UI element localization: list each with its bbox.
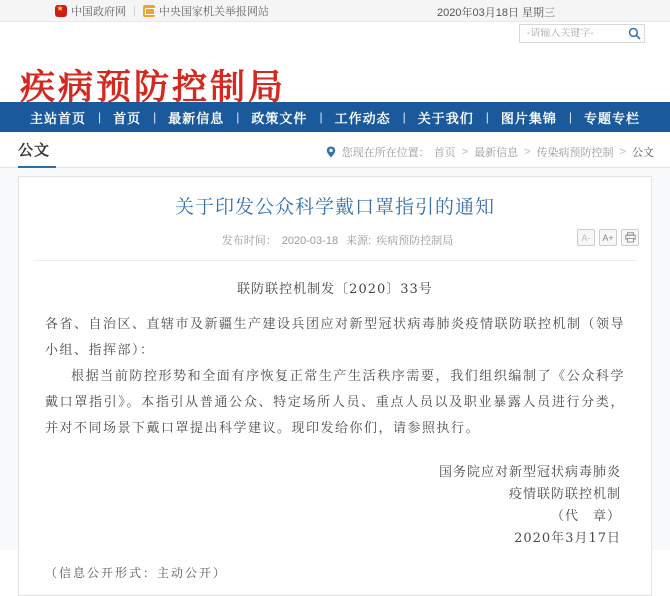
section-title: 公文	[18, 139, 56, 168]
breadcrumb-item-latest-news[interactable]: 最新信息	[474, 147, 519, 159]
font-increase-button[interactable]: A+	[599, 229, 617, 246]
site-banner	[0, 22, 670, 107]
print-button[interactable]	[621, 229, 639, 246]
nav-separator: |	[236, 110, 240, 124]
top-utility-bar	[0, 0, 670, 22]
document-number: 联防联控机制发〔2020〕33号	[237, 282, 433, 297]
nav-separator: |	[153, 110, 157, 124]
nav-item-work-updates[interactable]: 工作动态	[334, 110, 391, 126]
content-area	[0, 168, 670, 580]
site-title: 疾病预防控制局	[20, 68, 287, 107]
breadcrumb	[326, 144, 654, 167]
current-date: 2020年03月18日 星期三	[437, 7, 555, 19]
nav-separator: |	[568, 110, 572, 124]
search-box	[519, 24, 645, 43]
breadcrumb-label: 您现在所在位置：	[341, 147, 430, 159]
report-site-link[interactable]: 中央国家机关举报网站	[158, 5, 269, 18]
paragraph-addressee: 各省、自治区、直辖市及新疆生产建设兵团应对新型冠状病毒肺炎疫情联防联控机制（领导小组、指挥部）：	[45, 317, 626, 358]
nav-item-policy-documents[interactable]: 政策文件	[251, 110, 308, 126]
publicity-note: （信息公开形式：主动公开）	[45, 566, 228, 580]
paragraph-body: 根据当前防控形势和全面有序恢复正常生产生活秩序需要，我们组织编制了《公众科学戴口罩指引》。本指引从普通公众、特定场所人员、重点人员以及职业暴露人员进行分类，并对不同场景下戴口罩提出科学建议。现印发给你们，请参照执行。	[45, 369, 625, 436]
breadcrumb-item-current: 公文	[632, 147, 654, 159]
nav-separator: |	[402, 110, 406, 124]
signature-line: 疫情联防联控机制	[508, 487, 621, 502]
sub-header	[0, 132, 670, 168]
print-icon	[625, 232, 636, 243]
breadcrumb-separator: >	[619, 146, 626, 158]
topbar-separator: |	[133, 4, 136, 17]
article-meta	[19, 232, 651, 248]
signature-block	[19, 462, 621, 550]
source-label: 来源:	[346, 235, 372, 247]
gov-portal-link[interactable]: 中国政府网	[71, 5, 126, 18]
nav-item-main-home[interactable]: 主站首页	[30, 110, 87, 126]
nav-item-latest-news[interactable]: 最新信息	[168, 110, 225, 126]
font-decrease-button[interactable]: A-	[577, 229, 595, 246]
signature-date: 2020年3月17日	[514, 531, 621, 546]
publish-date: 2020-03-18	[281, 235, 339, 247]
article-tools	[577, 229, 639, 246]
article-title: 关于印发公众科学戴口罩指引的通知	[174, 197, 495, 218]
gov-emblem-icon	[55, 5, 67, 17]
nav-item-about-us[interactable]: 关于我们	[417, 110, 474, 126]
nav-separator: |	[319, 110, 323, 124]
search-icon	[628, 27, 641, 40]
breadcrumb-separator: >	[524, 146, 531, 158]
breadcrumb-separator: >	[461, 146, 469, 158]
document-body	[19, 278, 651, 581]
meta-divider	[34, 260, 636, 261]
report-mailbox-icon	[143, 5, 155, 17]
signature-line: 国务院应对新型冠状病毒肺炎	[438, 465, 621, 480]
breadcrumb-item-home[interactable]: 首页	[433, 147, 456, 159]
publish-time-label: 发布时间：	[221, 235, 277, 247]
nav-separator: |	[485, 110, 489, 124]
search-button[interactable]	[628, 27, 644, 40]
nav-item-photo-gallery[interactable]: 图片集锦	[500, 110, 557, 126]
nav-separator: |	[98, 110, 102, 124]
search-input[interactable]	[520, 28, 628, 39]
signature-seal-note: （代 章）	[550, 509, 621, 524]
nav-item-home[interactable]: 首页	[113, 110, 142, 126]
location-pin-icon	[326, 146, 336, 158]
breadcrumb-item-infectious-disease-control[interactable]: 传染病预防控制	[536, 147, 614, 159]
article-panel	[18, 176, 652, 596]
source-value: 疾病预防控制局	[376, 235, 454, 247]
nav-item-special-topics[interactable]: 专题专栏	[583, 110, 640, 126]
